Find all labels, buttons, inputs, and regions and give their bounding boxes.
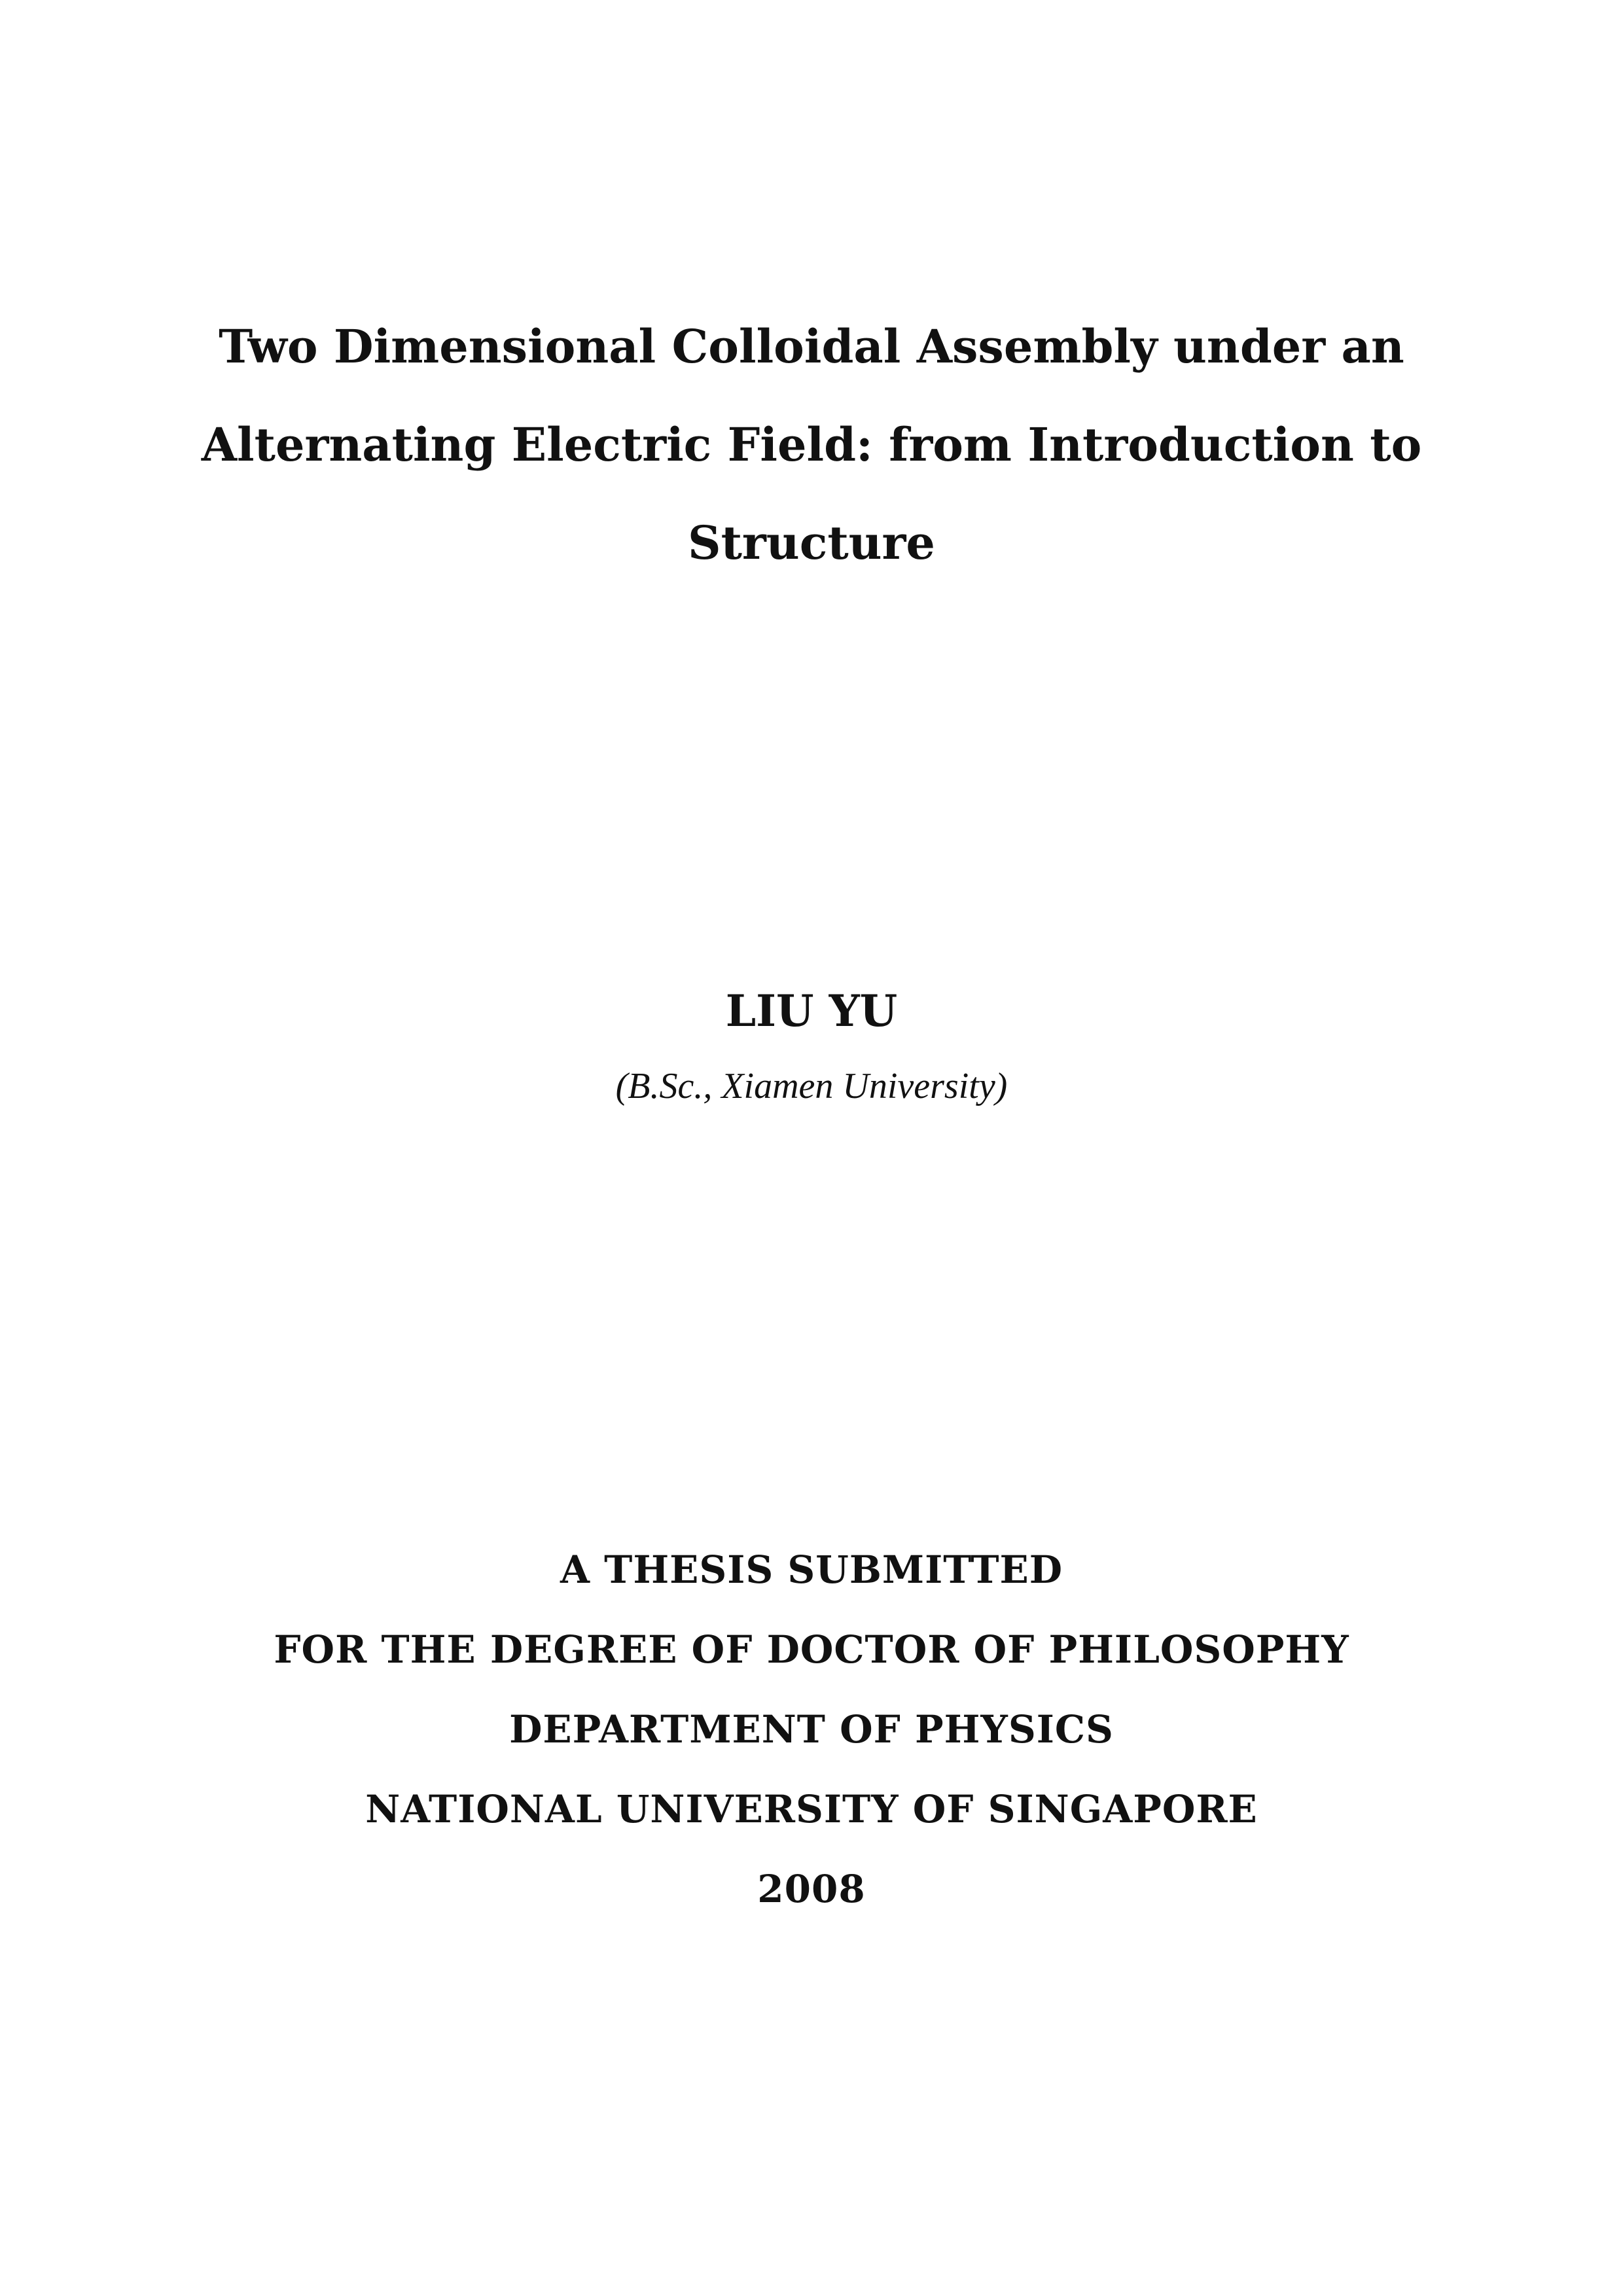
author-name: LIU YU [725, 985, 898, 1036]
submission-line-degree: FOR THE DEGREE OF DOCTOR OF PHILOSOPHY [274, 1627, 1349, 1672]
submission-line-thesis: A THESIS SUBMITTED [560, 1547, 1063, 1592]
submission-line-year: 2008 [757, 1867, 866, 1911]
title-line-1: Two Dimensional Colloidal Assembly under an [219, 319, 1404, 374]
thesis-title [0, 298, 1623, 592]
title-line-2: Alternating Electric Field: from Introduction to [201, 417, 1422, 472]
submission-statement [0, 1530, 1623, 1929]
prior-degree: (B.Sc., Xiamen University) [615, 1066, 1008, 1106]
title-line-3: Structure [688, 516, 935, 570]
submission-line-university: NATIONAL UNIVERSITY OF SINGAPORE [365, 1787, 1258, 1831]
submission-line-department: DEPARTMENT OF PHYSICS [509, 1707, 1114, 1752]
